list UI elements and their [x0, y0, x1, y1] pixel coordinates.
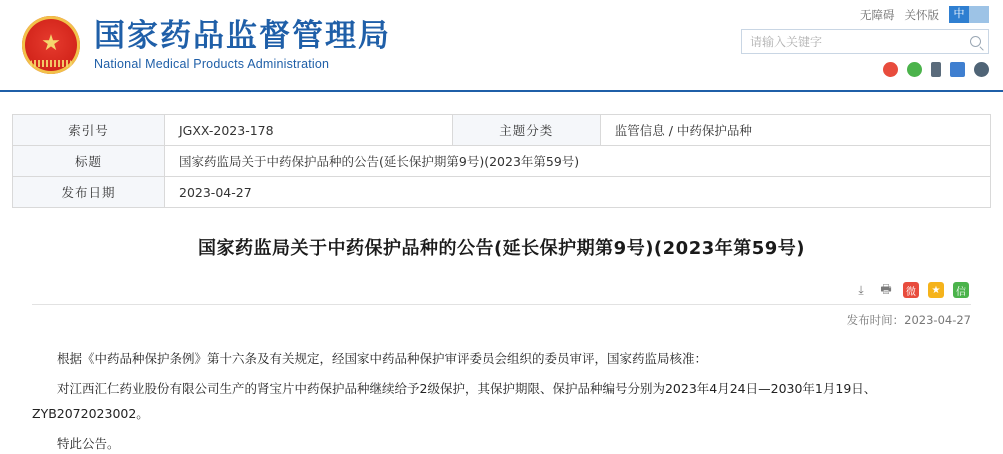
- language-cn-button[interactable]: 中: [949, 6, 969, 23]
- meta-value-publish-date: 2023-04-27: [165, 177, 991, 208]
- language-switch[interactable]: [949, 6, 989, 23]
- meta-label-category: 主题分类: [452, 115, 600, 146]
- search-box[interactable]: [741, 29, 989, 54]
- search-input[interactable]: [742, 30, 962, 53]
- share-weibo-icon[interactable]: 微: [903, 282, 919, 298]
- article-paragraph: 对江西汇仁药业股份有限公司生产的肾宝片中药保护品种继续给予2级保护，其保护期限、保护品种编号分别为2023年4月24日—2030年1月19日、ZYB2072023002。: [32, 380, 877, 422]
- meta-value-index: JGXX-2023-178: [165, 115, 453, 146]
- accessibility-link[interactable]: 无障碍: [860, 9, 895, 22]
- mobile-icon[interactable]: [931, 62, 941, 77]
- article-toolbar: [32, 282, 971, 298]
- meta-value-category: 监管信息 / 中药保护品种: [600, 115, 990, 146]
- table-row: [13, 146, 991, 177]
- article-body: [32, 346, 971, 454]
- table-row: [13, 177, 991, 208]
- national-emblem-icon: [22, 16, 80, 74]
- search-icon: [970, 36, 981, 47]
- mail-icon[interactable]: [950, 62, 965, 77]
- weibo-icon[interactable]: [883, 62, 898, 77]
- table-row: [13, 115, 991, 146]
- site-brand[interactable]: [22, 16, 391, 74]
- meta-label-publish-date: 发布日期: [13, 177, 165, 208]
- publish-time: 发布时间：2023-04-27: [846, 313, 971, 327]
- org-name-en: National Medical Products Administration: [94, 57, 330, 72]
- page-title: 国家药监局关于中药保护品种的公告(延长保护期第9号)(2023年第59号): [197, 238, 806, 259]
- brand-text: [94, 19, 391, 72]
- meta-label-title: 标题: [13, 146, 165, 177]
- divider: [32, 304, 971, 305]
- social-icon-bar: [883, 62, 989, 77]
- article-paragraph: 特此公告。: [57, 435, 120, 451]
- search-button[interactable]: [962, 30, 988, 53]
- meta-value-title: 国家药监局关于中药保护品种的公告(延长保护期第9号)(2023年第59号): [165, 146, 991, 177]
- share-wechat-icon[interactable]: 信: [953, 282, 969, 298]
- meta-label-index: 索引号: [13, 115, 165, 146]
- print-icon[interactable]: 🖶: [880, 281, 892, 296]
- language-en-button[interactable]: [969, 6, 989, 23]
- care-version-link[interactable]: 关怀版: [904, 9, 939, 22]
- document-meta-table: [12, 114, 991, 208]
- org-name-cn: 国家药品监督管理局: [94, 17, 391, 54]
- download-icon[interactable]: ⤓: [858, 282, 864, 297]
- article-paragraph: 根据《中药品种保护条例》第十六条及有关规定，经国家中药品种保护审评委员会组织的委员审评，国家药监局核准：: [57, 351, 708, 366]
- site-header: [0, 0, 1003, 92]
- article-container: [32, 234, 971, 454]
- favorite-icon[interactable]: ★: [928, 282, 944, 298]
- user-icon[interactable]: [974, 62, 989, 77]
- wechat-icon[interactable]: [907, 62, 922, 77]
- header-utility-bar: [860, 6, 989, 23]
